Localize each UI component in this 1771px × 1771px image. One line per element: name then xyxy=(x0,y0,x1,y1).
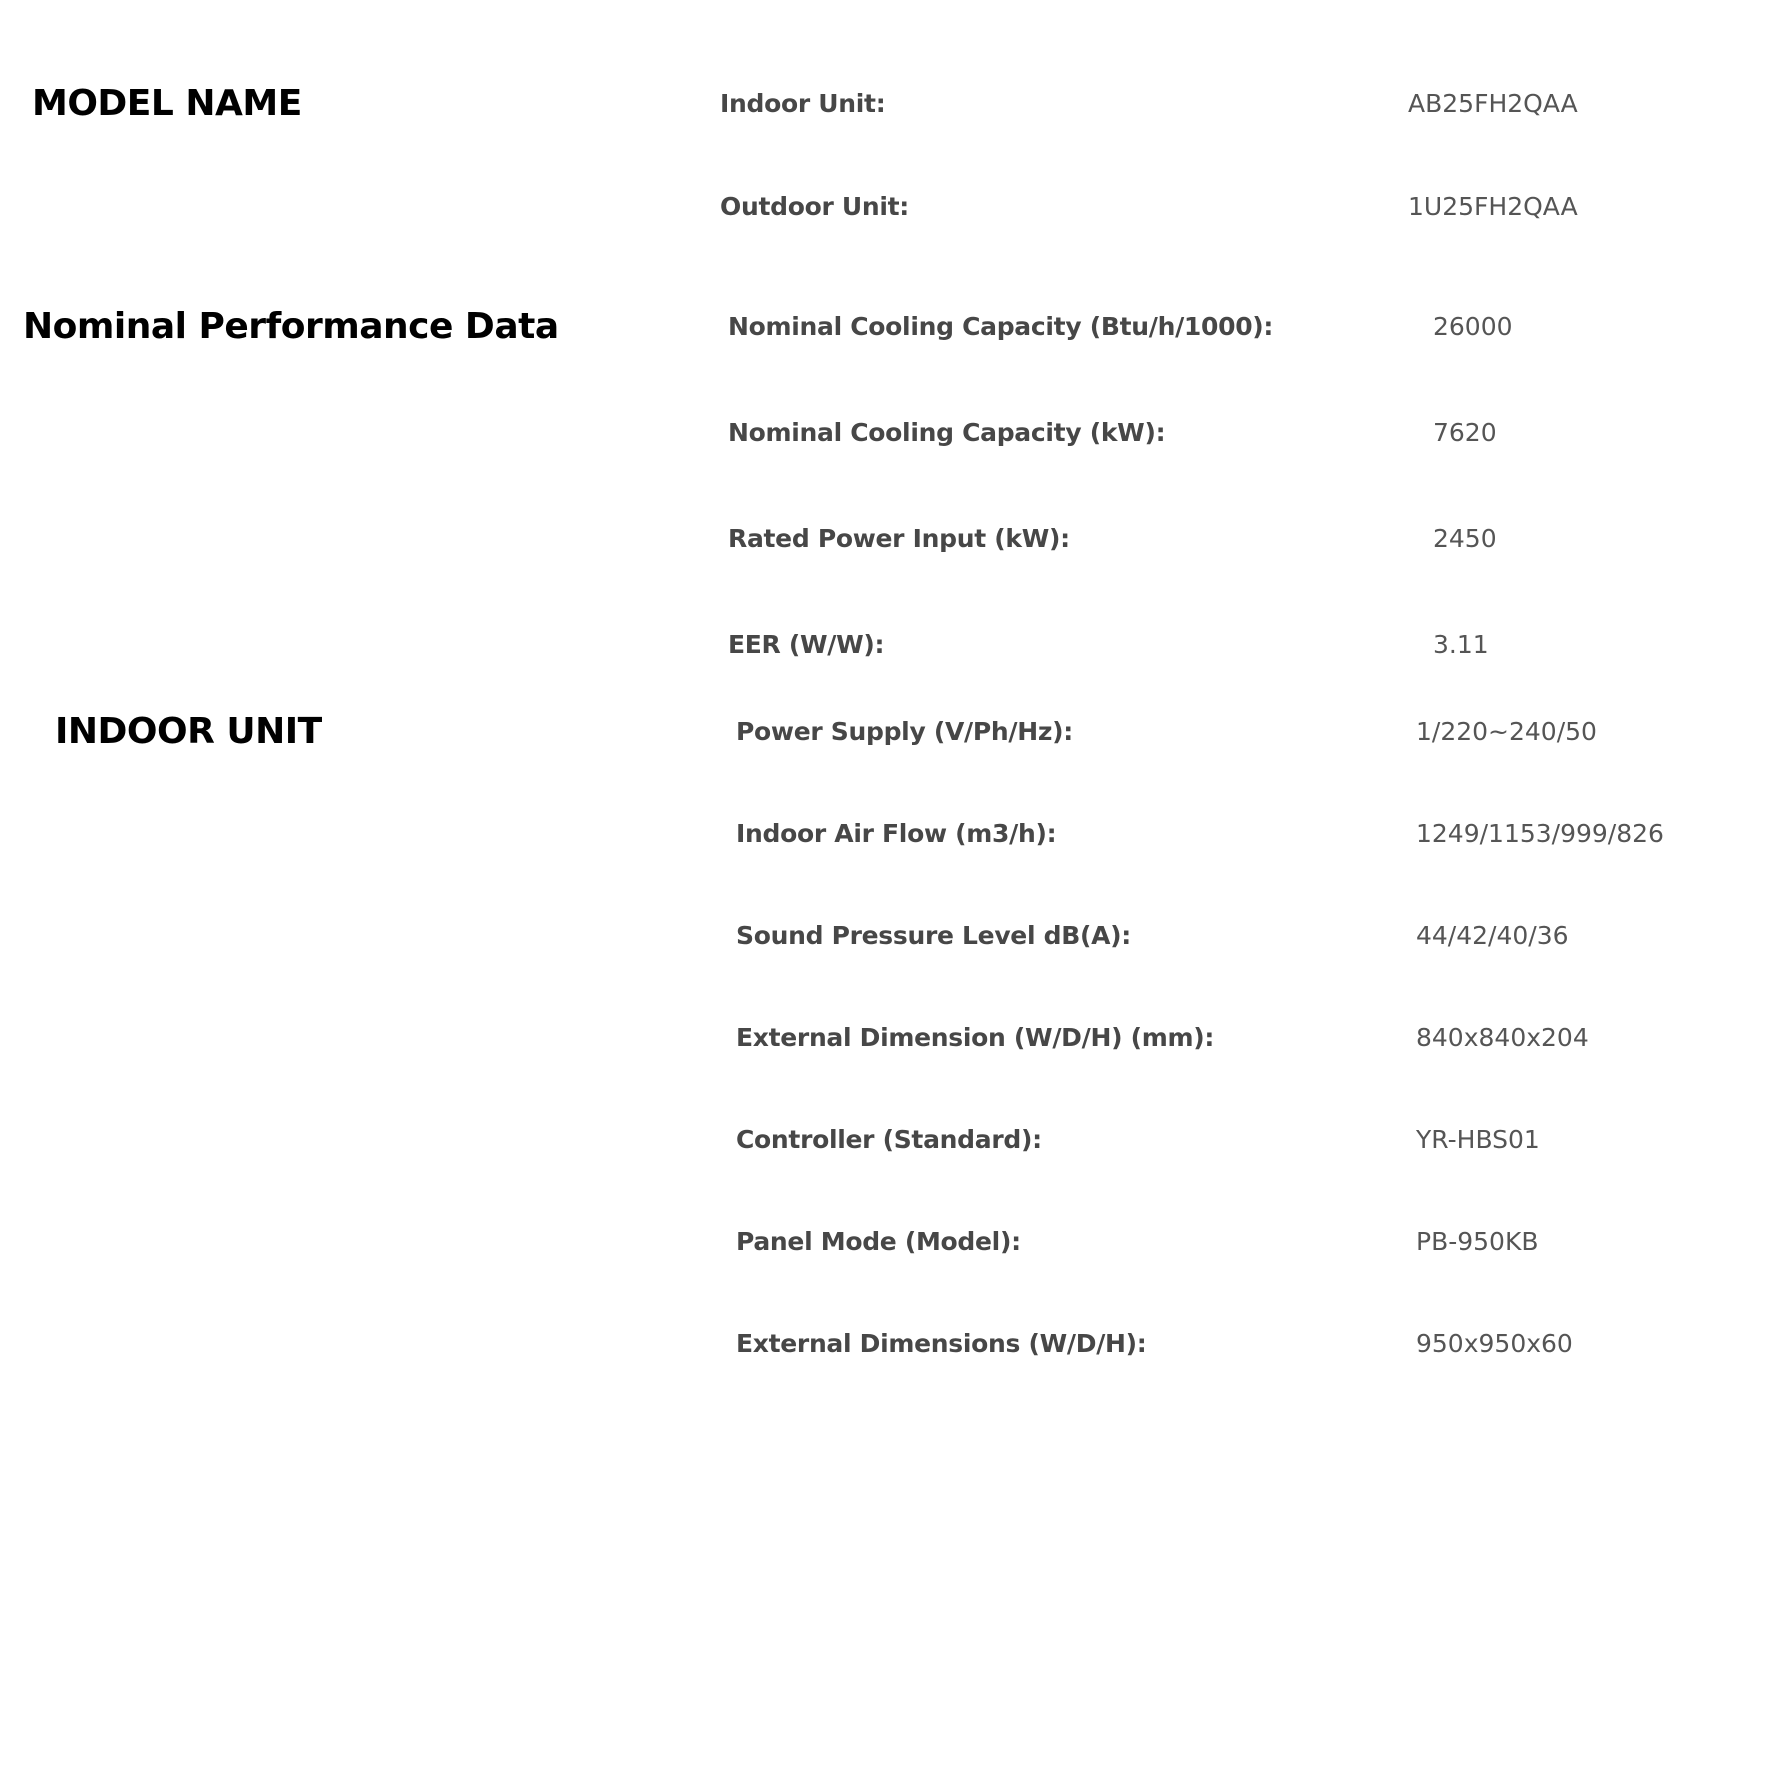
spec-value: 3.11 xyxy=(1433,630,1489,659)
spec-label: Outdoor Unit: xyxy=(720,192,909,221)
spec-value: 26000 xyxy=(1433,312,1513,341)
spec-label: Nominal Cooling Capacity (kW): xyxy=(728,418,1166,447)
spec-row-sound-pressure-level xyxy=(0,916,1771,956)
spec-value: PB-950KB xyxy=(1416,1227,1539,1256)
spec-row-external-dimensions-panel xyxy=(0,1324,1771,1364)
spec-value: 1249/1153/999/826 xyxy=(1416,819,1664,848)
spec-label: Panel Mode (Model): xyxy=(736,1227,1021,1256)
spec-label: Power Supply (V/Ph/Hz): xyxy=(736,717,1073,746)
section-title-nominal-performance: Nominal Performance Data xyxy=(23,306,559,347)
section-title-model-name: MODEL NAME xyxy=(32,83,302,124)
spec-value: 950x950x60 xyxy=(1416,1329,1573,1358)
spec-value: 7620 xyxy=(1433,418,1497,447)
spec-value: 2450 xyxy=(1433,524,1497,553)
spec-value: AB25FH2QAA xyxy=(1408,89,1578,118)
spec-row-outdoor-unit xyxy=(0,187,1771,227)
spec-label: External Dimensions (W/D/H): xyxy=(736,1329,1147,1358)
spec-row-cooling-capacity-kw xyxy=(0,413,1771,453)
spec-value: 1/220~240/50 xyxy=(1416,717,1597,746)
spec-row-cooling-capacity-btu xyxy=(0,307,1771,347)
spec-row-indoor-unit xyxy=(0,84,1771,124)
spec-label: Nominal Cooling Capacity (Btu/h/1000): xyxy=(728,312,1274,341)
spec-label: External Dimension (W/D/H) (mm): xyxy=(736,1023,1215,1052)
spec-row-external-dimension xyxy=(0,1018,1771,1058)
spec-label: Indoor Air Flow (m3/h): xyxy=(736,819,1057,848)
spec-value: 1U25FH2QAA xyxy=(1408,192,1578,221)
section-title-indoor-unit: INDOOR UNIT xyxy=(55,711,322,752)
spec-label: Controller (Standard): xyxy=(736,1125,1042,1154)
spec-row-eer xyxy=(0,625,1771,665)
spec-value: YR-HBS01 xyxy=(1416,1125,1540,1154)
spec-value: 840x840x204 xyxy=(1416,1023,1589,1052)
spec-label: Indoor Unit: xyxy=(720,89,886,118)
spec-label: Rated Power Input (kW): xyxy=(728,524,1070,553)
spec-row-controller xyxy=(0,1120,1771,1160)
spec-row-rated-power-input xyxy=(0,519,1771,559)
spec-value: 44/42/40/36 xyxy=(1416,921,1569,950)
spec-label: EER (W/W): xyxy=(728,630,885,659)
spec-label: Sound Pressure Level dB(A): xyxy=(736,921,1131,950)
spec-row-indoor-air-flow xyxy=(0,814,1771,854)
spec-row-power-supply xyxy=(0,712,1771,752)
spec-row-panel-mode xyxy=(0,1222,1771,1262)
